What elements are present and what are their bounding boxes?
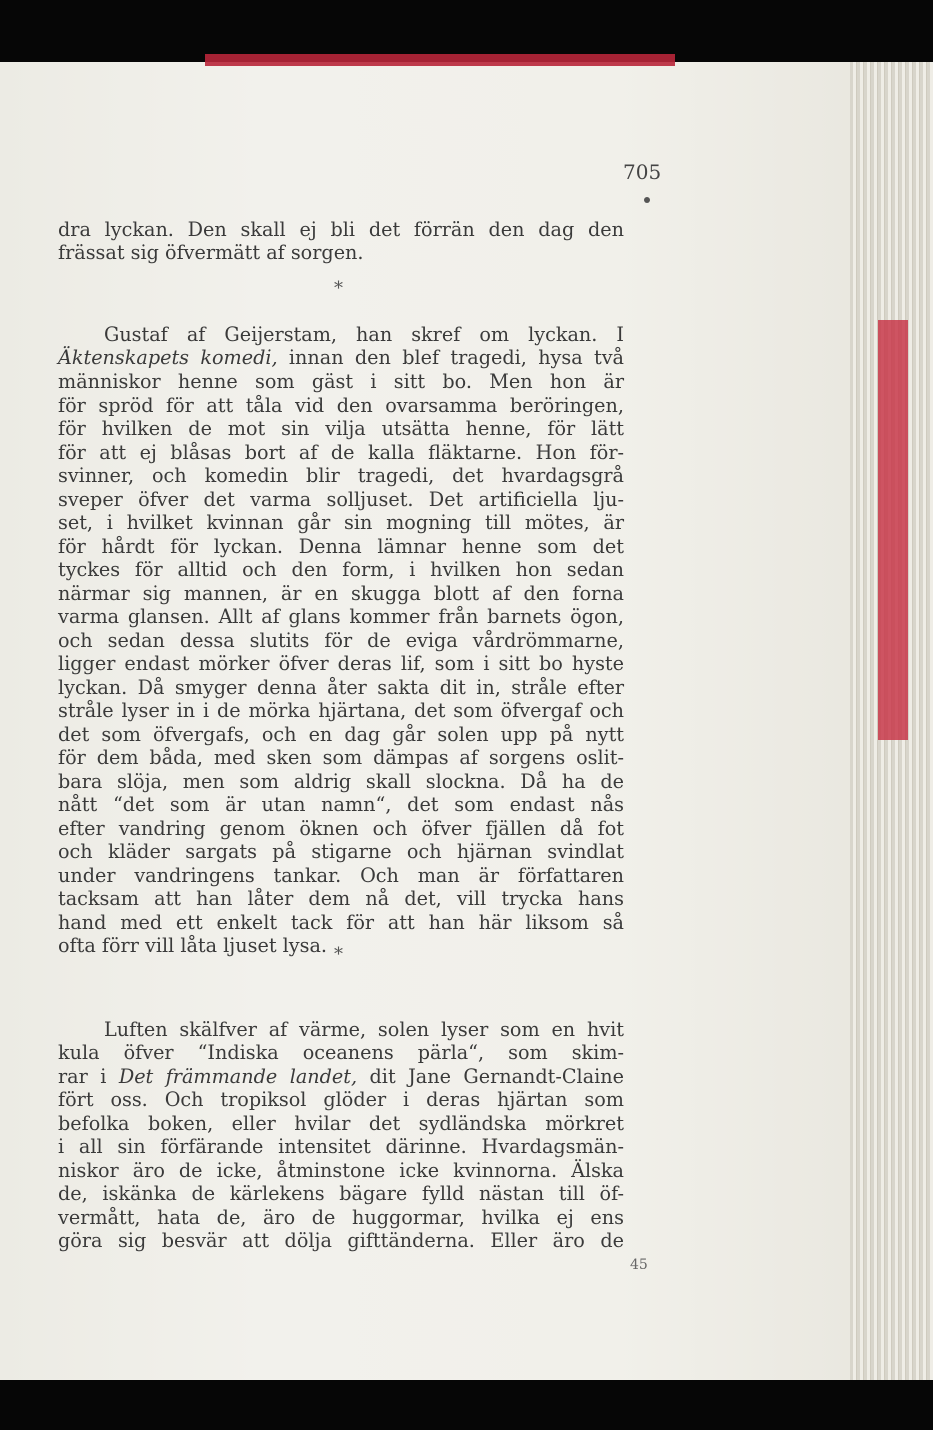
text-line: för dem båda, med sken som dämpas af sorgens oslit- [58,746,624,769]
red-top-marking [205,54,675,66]
text-line: för spröd för att tåla vid den ovarsamma beröringen, [58,394,624,417]
text-line: tyckes för alltid och den form, i hvilken hon sedan [58,558,624,581]
text-line: befolka boken, eller hvilar det sydländska mörkret [58,1112,624,1135]
text-line: i all sin förfärande intensitet därinne. Hvardagsmän- [58,1135,624,1158]
text-line: fört oss. Och tropiksol glöder i deras hjärtan som [58,1088,624,1111]
text-line: människor henne som gäst i sitt bo. Men hon är [58,370,624,393]
text-line: under vandringens tankar. Och man är författaren [58,864,624,887]
text-line: frässat sig öfvermätt af sorgen. [58,241,364,264]
text-line: för hårdt för lyckan. Denna lämnar henne som det [58,535,624,558]
text-line: bara slöja, men som aldrig skall slockna. Då ha de [58,770,624,793]
text-line: hand med ett enkelt tack för att han här liksom så [58,911,624,934]
text-line: rar i Det främmande landet, dit Jane Gernandt-Claine [58,1065,624,1088]
text-line: set, i hvilket kvinnan går sin mogning till mötes, är [58,511,624,534]
text-line: dra lyckan. Den skall ej bli det förrän den dag den [58,218,624,241]
text-line: Äktenskapets komedi, innan den blef tragedi, hysa två [58,346,624,369]
text-line: kula öfver “Indiska oceanens pärla“, som skim- [58,1041,624,1064]
text-line: de, iskänka de kärlekens bägare fylld nästan till öf- [58,1182,624,1205]
text-line: för att ej blåsas bort af de kalla fläktarne. Hon för- [58,441,624,464]
text-line: sveper öfver det varma solljuset. Det artificiella lju- [58,488,624,511]
text-line: tacksam att han låter dem nå det, vill trycka hans [58,887,624,910]
text-line: och kläder sargats på stigarne och hjärnan svindlat [58,840,624,863]
page-number: 705 [623,160,662,184]
text-line: göra sig besvär att dölja gifttänderna. Eller äro de [58,1229,624,1252]
text-line: ligger endast mörker öfver deras lif, som i sitt bo hyste [58,652,624,675]
book-title-italic: Det främmande landet, [118,1065,358,1088]
text-line: det som öfvergafs, och en dag går solen upp på nytt [58,723,624,746]
text-line: lyckan. Då smyger denna åter sakta dit in, stråle efter [58,676,624,699]
section-separator: * [334,278,343,299]
ink-dot [644,197,650,203]
text-line: stråle lyser in i de mörka hjärtana, det som öfvergaf och [58,699,624,722]
text-line: och sedan dessa slutits för de eviga vårdrömmarne, [58,629,624,652]
text-line: närmar sig mannen, är en skugga blott af den forna [58,582,624,605]
text-line: vermått, hata de, äro de huggormar, hvilka ej ens [58,1206,624,1229]
text-line: nått “det som är utan namn“, det som endast nås [58,793,624,816]
book-title-italic: Äktenskapets komedi, [58,346,278,369]
text-line: Gustaf af Geijerstam, han skref om lyckan. I [104,323,624,346]
text-line: niskor äro de icke, åtminstone icke kvinnorna. Älska [58,1159,624,1182]
text-line: Luften skälfver af värme, solen lyser som en hvit [104,1018,624,1041]
section-separator: * [334,944,343,965]
text-line: svinner, och komedin blir tragedi, det hvardagsgrå [58,464,624,487]
red-edge-marking [878,320,908,740]
signature-mark: 45 [630,1257,648,1273]
text-line: för hvilken de mot sin vilja utsätta henne, för lätt [58,417,624,440]
text-line: efter vandring genom öknen och öfver fjällen då fot [58,817,624,840]
text-line: varma glansen. Allt af glans kommer från barnets ögon, [58,605,624,628]
text-line: ofta förr vill låta ljuset lysa. [58,934,327,957]
